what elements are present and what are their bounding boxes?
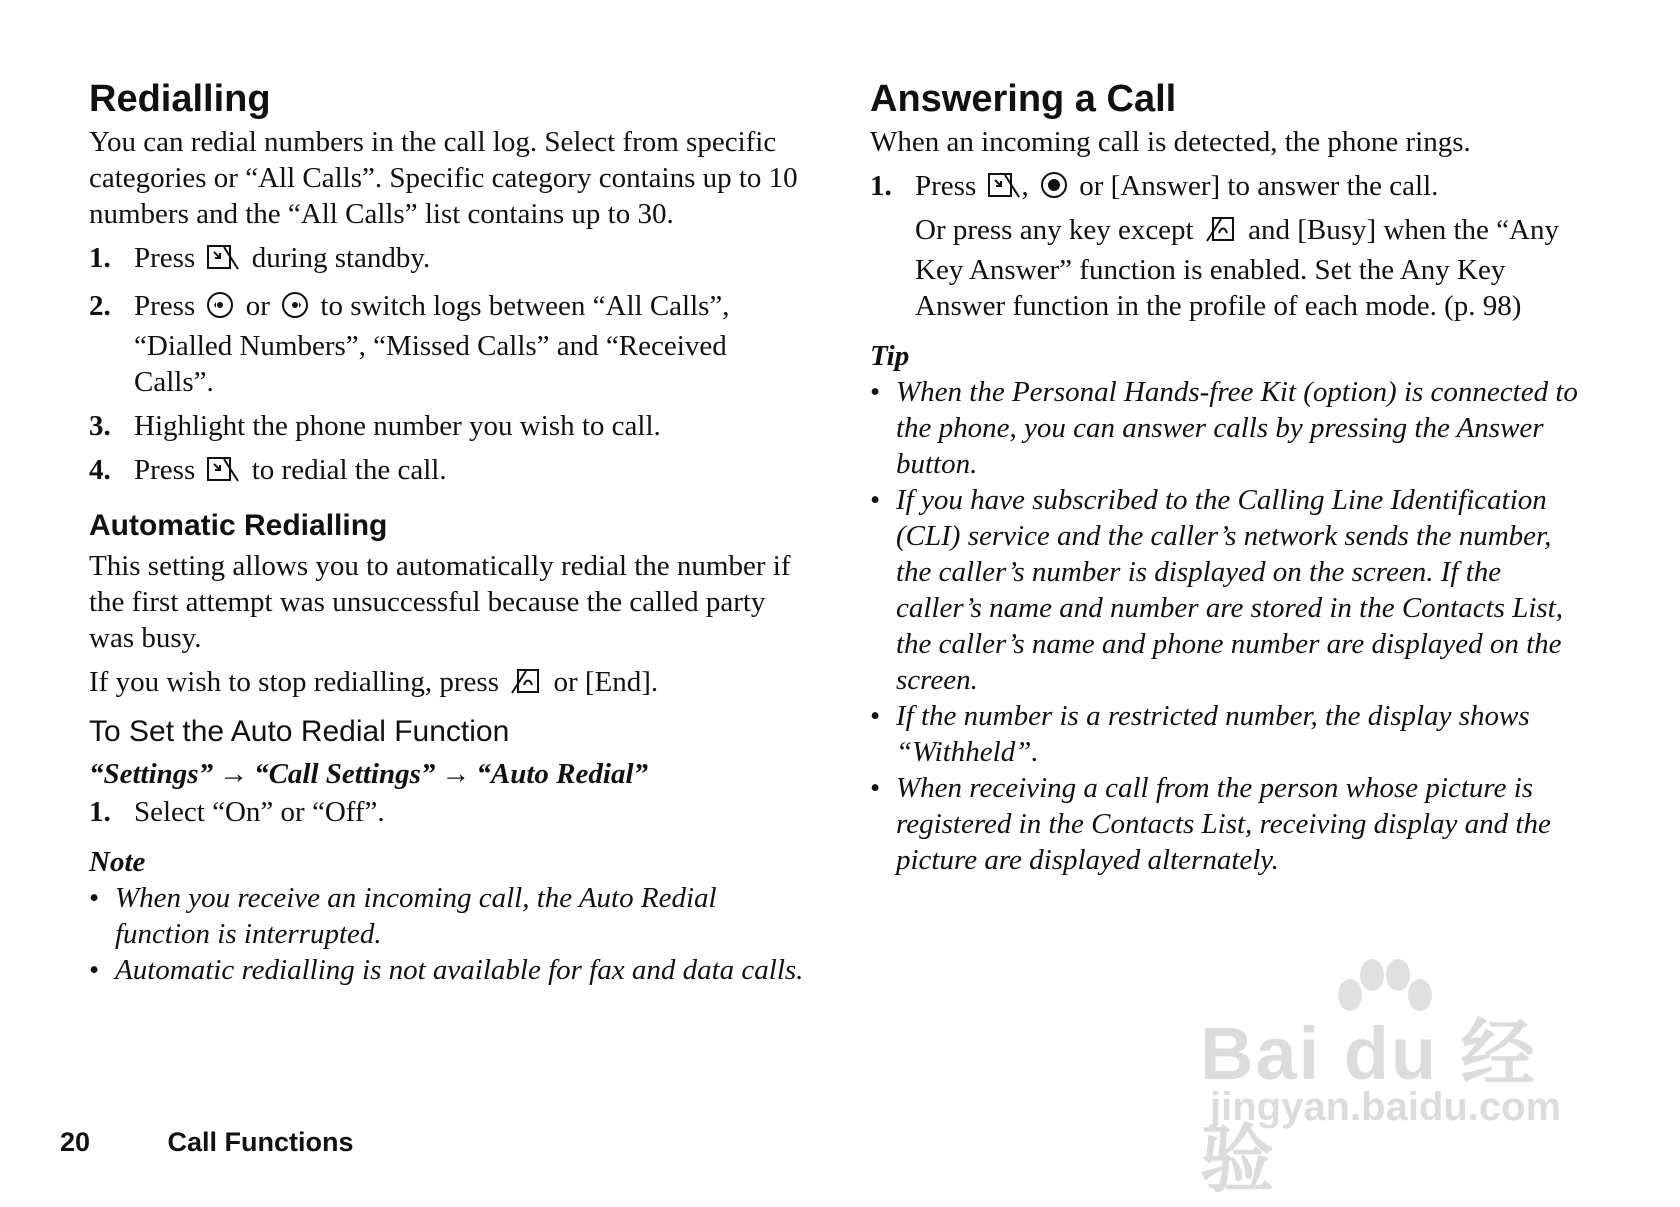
- page-footer: [60, 1127, 354, 1158]
- list-item: • Automatic redialling is not available for fax and data calls.: [89, 952, 804, 988]
- center-key-icon: [1040, 171, 1068, 208]
- section-title-answering: Answering a Call: [870, 78, 1177, 120]
- note-list: [89, 880, 804, 988]
- subheading-set-auto-redial: To Set the Auto Redial Function: [89, 714, 510, 748]
- send-key-icon: [206, 455, 240, 492]
- watermark-url: jingyan.baidu.com: [1210, 1085, 1562, 1129]
- redial-step-1: 1. Press during standby.: [89, 240, 804, 280]
- section-title-redialling: Redialling: [89, 78, 271, 120]
- list-item: • When receiving a call from the person whose picture is registered in the Contacts List, receiving display and the picture are displayed alternately.: [870, 770, 1590, 878]
- nav-right-icon: [281, 291, 309, 328]
- menu-path: “Settings” → “Call Settings” → “Auto Redial”: [89, 757, 648, 790]
- baidu-watermark: [1200, 955, 1610, 1201]
- end-key-icon: [510, 667, 542, 704]
- section-name: Call Functions: [167, 1127, 354, 1157]
- answer-step-1-continued: Or press any key except and [Busy] when the “Any Key Answer” function is enabled. Set the Any Key Answer function in the profile of each mode. (p. 98): [915, 213, 1559, 322]
- tip-label: Tip: [870, 339, 910, 372]
- answer-step-1: 1. Press , or [Answer] to answer the call. Or press any key except and [Busy] when the “Any Key Answer” function is enabled. Set the Any Key Answer function in the profile of each mode. (p. 98): [870, 168, 1590, 324]
- left-column: [89, 78, 804, 988]
- set-step-1: 1. Select “On” or “Off”.: [89, 795, 385, 828]
- note-label: Note: [89, 845, 146, 878]
- redial-step-2: 2. Press or to switch logs between “All Calls”, “Dialled Numbers”, “Missed Calls” and “Received Calls”.: [89, 289, 730, 398]
- auto-redial-para: This setting allows you to automatically redial the number if the first attempt was unsuccessful because the called party was busy.: [89, 549, 791, 654]
- stop-redial-para: If you wish to stop redialling, press or [End].: [89, 664, 804, 704]
- list-item: • When you receive an incoming call, the Auto Redial function is interrupted.: [89, 880, 804, 952]
- send-key-icon: [987, 171, 1021, 208]
- redial-step-3: 3. Highlight the phone number you wish to call.: [89, 409, 661, 442]
- redial-step-4: 4. Press to redial the call.: [89, 452, 804, 492]
- answering-intro: When an incoming call is detected, the phone rings.: [870, 125, 1471, 158]
- redialling-intro: You can redial numbers in the call log. Select from specific categories or “All Calls”. Specific category contains up to 10 numbers and the “All Calls” list contains up to 30.: [89, 125, 798, 230]
- tip-list: [870, 374, 1590, 878]
- page-number: 20: [60, 1127, 91, 1157]
- nav-left-icon: [206, 291, 234, 328]
- list-item: • When the Personal Hands-free Kit (option) is connected to the phone, you can answer calls by pressing the Answer button.: [870, 374, 1590, 482]
- list-item: • If the number is a restricted number, the display shows “Withheld”.: [870, 698, 1590, 770]
- subheading-automatic-redialling: Automatic Redialling: [89, 508, 388, 542]
- send-key-icon: [206, 243, 240, 280]
- list-item: • If you have subscribed to the Calling Line Identification (CLI) service and the caller’s network sends the number, the caller’s number is displayed on the screen. If the caller’s name and number are stored in the Contacts List, the caller’s name and phone number are displayed on the screen.: [870, 482, 1590, 698]
- end-key-icon: [1205, 215, 1237, 252]
- watermark-logo-text: Bai du 经验: [1200, 1012, 1537, 1201]
- right-column: [870, 78, 1590, 878]
